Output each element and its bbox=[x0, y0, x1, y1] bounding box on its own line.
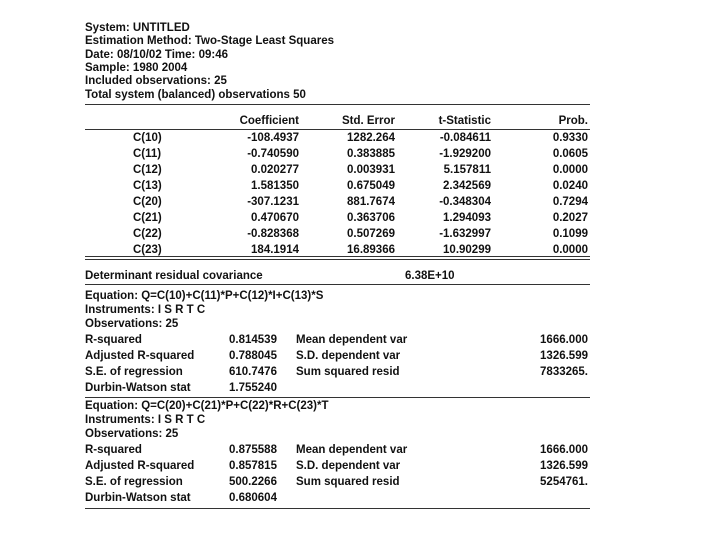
equation-observations: Observations: 25 bbox=[85, 318, 179, 330]
stat-value: 0.857815 bbox=[229, 460, 277, 472]
cell-coef: -108.4937 bbox=[247, 132, 299, 144]
table-divider bbox=[85, 259, 590, 260]
row-label: C(21) bbox=[133, 212, 162, 224]
stat-label: Mean dependent var bbox=[296, 444, 408, 456]
header-date: Date: 08/10/02 Time: 09:46 bbox=[85, 48, 228, 61]
stat-value: 1326.599 bbox=[540, 460, 588, 472]
cell-t: 1.294093 bbox=[443, 212, 491, 224]
header-included: Included observations: 25 bbox=[85, 75, 227, 88]
stat-label: Durbin-Watson stat bbox=[85, 382, 191, 394]
cell-p: 0.1099 bbox=[552, 228, 588, 240]
stat-value: 610.7476 bbox=[229, 366, 277, 378]
row-label: C(12) bbox=[133, 164, 162, 176]
cell-p: 0.2027 bbox=[552, 212, 588, 224]
cell-p: 0.0000 bbox=[552, 164, 588, 176]
cell-p: 0.0605 bbox=[552, 148, 588, 160]
stat-label: R-squared bbox=[85, 444, 142, 456]
stat-label: Sum squared resid bbox=[296, 476, 400, 488]
header-sample: Sample: 1980 2004 bbox=[85, 61, 188, 74]
row-label: C(11) bbox=[133, 148, 162, 160]
determinant-divider bbox=[85, 284, 590, 285]
stat-value: 1666.000 bbox=[540, 444, 588, 456]
cell-se: 16.89366 bbox=[347, 244, 395, 256]
header-method: Estimation Method: Two-Stage Least Squares bbox=[85, 35, 334, 48]
header-total: Total system (balanced) observations 50 bbox=[85, 88, 306, 101]
cell-t: -0.348304 bbox=[439, 196, 491, 208]
cell-t: 5.157811 bbox=[443, 164, 491, 176]
cell-p: 0.0000 bbox=[552, 244, 588, 256]
table-divider bbox=[85, 256, 590, 257]
column-header: Std. Error bbox=[341, 115, 395, 127]
cell-se: 0.507269 bbox=[347, 228, 395, 240]
stat-label: R-squared bbox=[85, 334, 142, 346]
row-label: C(10) bbox=[133, 132, 162, 144]
cell-p: 0.9330 bbox=[552, 132, 588, 144]
header-system: System: UNTITLED bbox=[85, 22, 190, 34]
stat-value: 0.875588 bbox=[229, 444, 277, 456]
determinant-label: Determinant residual covariance bbox=[85, 270, 263, 282]
equation-divider bbox=[85, 508, 590, 509]
cell-coef: -307.1231 bbox=[247, 196, 299, 208]
cell-t: -0.084611 bbox=[439, 132, 491, 144]
stat-label: S.E. of regression bbox=[85, 476, 183, 488]
cell-se: 881.7674 bbox=[347, 196, 395, 208]
row-label: C(23) bbox=[133, 244, 162, 256]
cell-t: 2.342569 bbox=[443, 180, 491, 192]
column-header: Prob. bbox=[558, 115, 588, 127]
column-divider bbox=[85, 129, 590, 130]
row-label: C(20) bbox=[133, 196, 162, 208]
column-header: t-Statistic bbox=[438, 115, 491, 127]
equation-observations: Observations: 25 bbox=[85, 428, 179, 440]
stat-value: 0.680604 bbox=[229, 492, 277, 504]
equation-spec: Equation: Q=C(10)+C(11)*P+C(12)*I+C(13)*S bbox=[85, 290, 324, 302]
equation-spec: Equation: Q=C(20)+C(21)*P+C(22)*R+C(23)*T bbox=[85, 400, 329, 412]
stat-label: S.E. of regression bbox=[85, 366, 183, 378]
stat-label: Adjusted R-squared bbox=[85, 350, 195, 362]
cell-se: 0.003931 bbox=[347, 164, 395, 176]
cell-coef: -0.740590 bbox=[247, 148, 299, 160]
equation-instruments: Instruments: I S R T C bbox=[85, 414, 206, 426]
cell-coef: -0.828368 bbox=[247, 228, 299, 240]
equation-instruments: Instruments: I S R T C bbox=[85, 304, 206, 316]
cell-p: 0.7294 bbox=[552, 196, 588, 208]
cell-t: -1.929200 bbox=[439, 148, 491, 160]
determinant-value: 6.38E+10 bbox=[405, 270, 455, 282]
header-divider bbox=[85, 104, 590, 105]
stat-label: Mean dependent var bbox=[296, 334, 408, 346]
stat-value: 0.788045 bbox=[229, 350, 277, 362]
stat-value: 500.2266 bbox=[229, 476, 277, 488]
cell-se: 0.383885 bbox=[347, 148, 395, 160]
cell-coef: 0.020277 bbox=[251, 164, 299, 176]
cell-coef: 0.470670 bbox=[251, 212, 299, 224]
cell-t: 10.90299 bbox=[443, 244, 491, 256]
cell-se: 0.675049 bbox=[347, 180, 395, 192]
stat-label: Sum squared resid bbox=[296, 366, 400, 378]
column-header: Coefficient bbox=[239, 115, 299, 127]
cell-se: 0.363706 bbox=[347, 212, 395, 224]
cell-coef: 1.581350 bbox=[251, 180, 299, 192]
cell-coef: 184.1914 bbox=[251, 244, 299, 256]
stat-value: 1326.599 bbox=[540, 350, 588, 362]
stat-value: 1666.000 bbox=[540, 334, 588, 346]
stat-value: 7833265. bbox=[540, 366, 588, 378]
row-label: C(13) bbox=[133, 180, 162, 192]
stat-label: Durbin-Watson stat bbox=[85, 492, 191, 504]
equation-divider bbox=[85, 397, 590, 398]
stat-value: 0.814539 bbox=[229, 334, 277, 346]
stat-value: 1.755240 bbox=[229, 382, 277, 394]
stat-label: S.D. dependent var bbox=[296, 350, 401, 362]
row-label: C(22) bbox=[133, 228, 162, 240]
cell-se: 1282.264 bbox=[347, 132, 395, 144]
stat-label: Adjusted R-squared bbox=[85, 460, 195, 472]
stat-label: S.D. dependent var bbox=[296, 460, 401, 472]
cell-t: -1.632997 bbox=[439, 228, 491, 240]
stat-value: 5254761. bbox=[540, 476, 588, 488]
cell-p: 0.0240 bbox=[552, 180, 588, 192]
